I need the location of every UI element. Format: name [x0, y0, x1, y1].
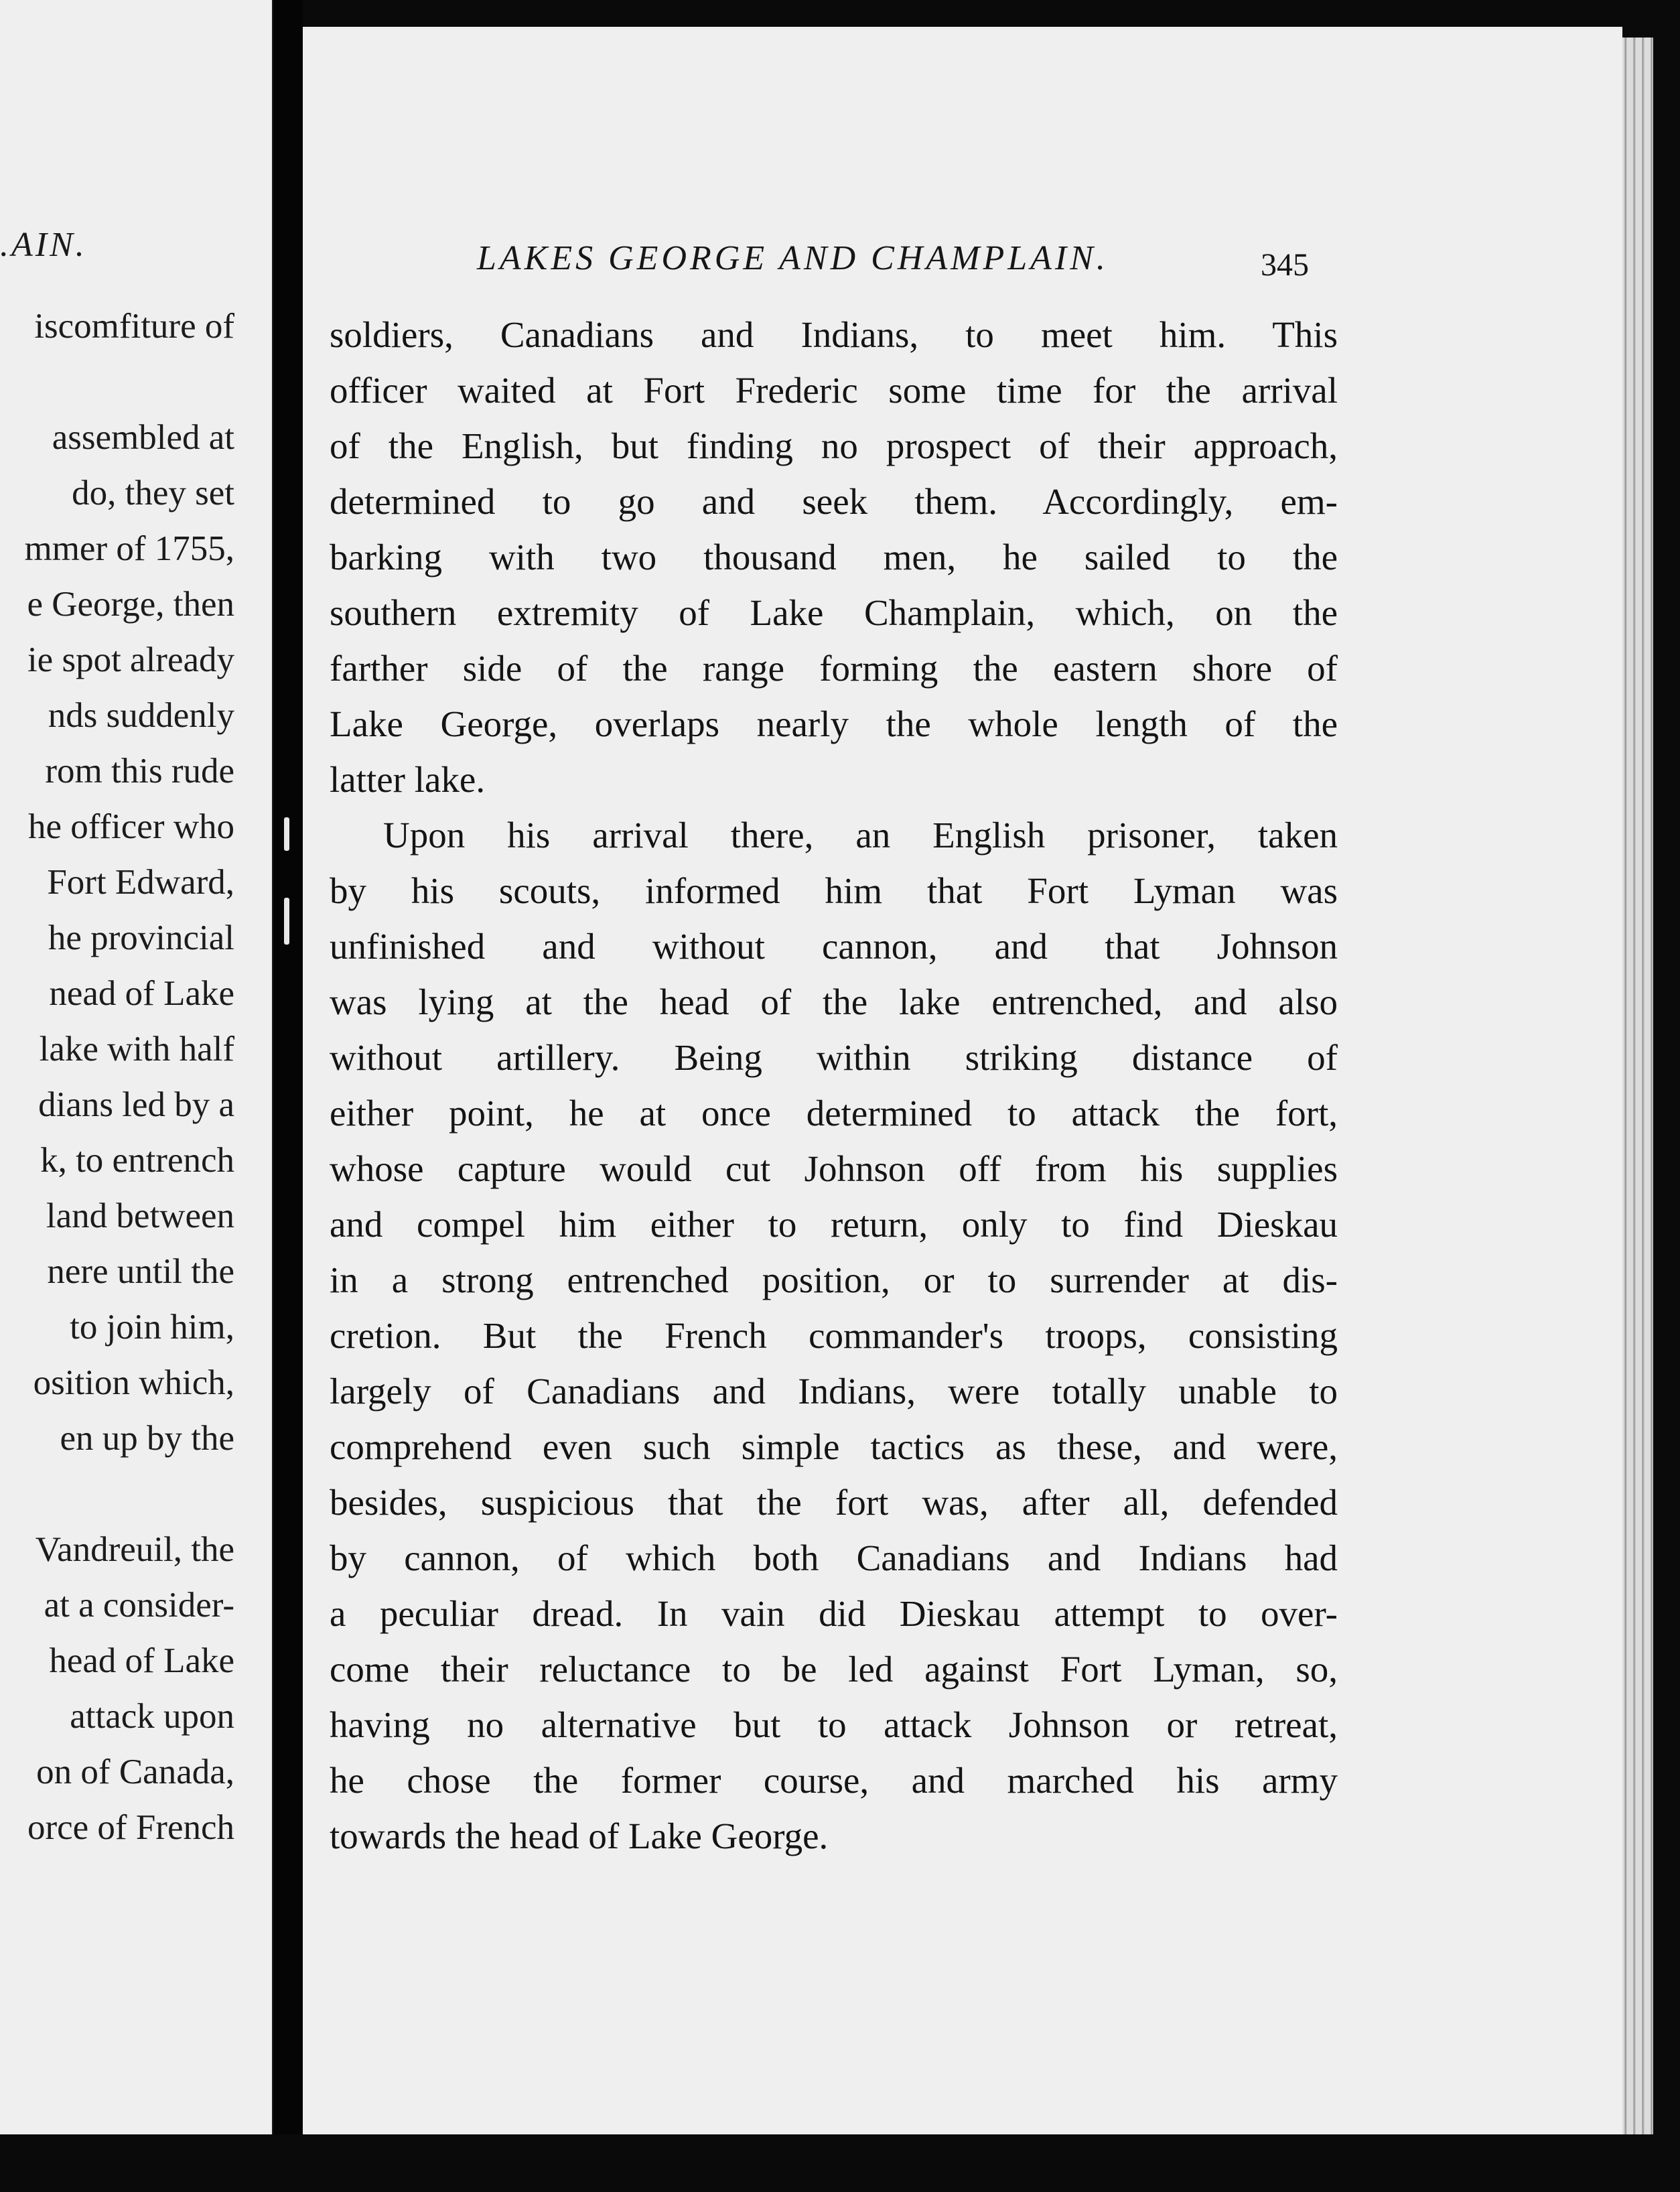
left-page-line: head of Lake — [49, 1641, 234, 1680]
text-line: officer waited at Fort Frederic some time for the arrival — [330, 370, 1338, 411]
text-line: a peculiar dread. In vain did Dieskau attempt to over- — [330, 1593, 1338, 1634]
text-line: largely of Canadians and Indians, were totally unable to — [330, 1371, 1338, 1412]
left-page-text — [0, 299, 234, 1856]
scan-border-top — [303, 0, 1680, 29]
left-page-line — [0, 1466, 234, 1522]
text-line: was lying at the head of the lake entrenched, and also — [330, 981, 1338, 1022]
left-page-line: e George, then — [27, 585, 234, 624]
left-page-line: ie spot already — [27, 640, 234, 679]
text-line: farther side of the range forming the eastern shore of — [330, 648, 1338, 689]
text-line: without artillery. Being within striking distance of — [330, 1037, 1338, 1078]
text-line: come their reluctance to be led against Fort Lyman, so, — [330, 1649, 1338, 1690]
text-line: towards the head of Lake George. — [330, 1816, 829, 1856]
left-page-line: osition which, — [33, 1363, 234, 1402]
left-page-line: at a consider- — [44, 1586, 234, 1625]
left-page-line: he officer who — [27, 807, 234, 846]
left-page-line: mmer of 1755, — [24, 529, 234, 568]
left-page — [0, 0, 276, 2144]
binding-mark — [284, 898, 289, 945]
text-line: by his scouts, informed him that Fort Lyman was — [330, 870, 1338, 911]
left-page-line: on of Canada, — [36, 1753, 234, 1791]
gutter — [273, 0, 303, 2144]
left-page-line: dians led by a — [38, 1085, 234, 1124]
left-page-line: Fort Edward, — [47, 863, 234, 902]
text-line: determined to go and seek them. Accordingly, em- — [330, 481, 1338, 522]
scan-border-bottom — [0, 2134, 1680, 2192]
left-page-line: assembled at — [52, 418, 234, 457]
left-page-line: orce of French — [27, 1808, 234, 1847]
left-page-line: nead of Lake — [49, 974, 234, 1013]
left-page-line: iscomfiture of — [34, 307, 234, 346]
left-page-line: to join him, — [70, 1308, 234, 1347]
text-line: soldiers, Canadians and Indians, to meet him. This — [330, 314, 1338, 355]
left-page-line — [0, 354, 234, 410]
text-line: of the English, but finding no prospect of their approach, — [330, 425, 1338, 466]
left-page-line: nds suddenly — [48, 696, 234, 735]
text-line: comprehend even such simple tactics as these, and were, — [330, 1426, 1338, 1467]
text-line: in a strong entrenched position, or to surrender at dis- — [330, 1259, 1338, 1300]
left-running-head: .AIN. — [0, 226, 87, 264]
left-page-line: nere until the — [47, 1252, 234, 1291]
binding-mark — [284, 817, 289, 851]
left-page-line: attack upon — [70, 1697, 234, 1736]
left-page-line: Vandreuil, the — [35, 1530, 234, 1569]
left-page-line: k, to entrench — [40, 1141, 234, 1180]
text-line: unfinished and without cannon, and that Johnson — [330, 926, 1338, 967]
left-page-line: land between — [46, 1196, 234, 1235]
text-line: latter lake. — [330, 759, 486, 800]
left-page-line: en up by the — [60, 1419, 234, 1458]
left-page-line: lake with half — [39, 1030, 234, 1069]
text-line: Upon his arrival there, an English prisoner, taken — [383, 815, 1338, 855]
text-line: he chose the former course, and marched his army — [330, 1760, 1338, 1801]
left-page-line: rom this rude — [45, 752, 234, 791]
page-number: 345 — [1261, 247, 1309, 283]
text-line: whose capture would cut Johnson off from his supplies — [330, 1148, 1338, 1189]
right-page — [303, 27, 1622, 2134]
left-page-line: do, they set — [72, 474, 234, 512]
text-line: and compel him either to return, only to find Dieskau — [330, 1204, 1338, 1245]
text-line: either point, he at once determined to attack the fort, — [330, 1093, 1338, 1134]
body-text — [330, 307, 1338, 1864]
text-line: cretion. But the French commander's troops, consisting — [330, 1315, 1338, 1356]
text-line: barking with two thousand men, he sailed to the — [330, 537, 1338, 577]
left-page-line: he provincial — [48, 918, 234, 957]
text-line: southern extremity of Lake Champlain, which, on the — [330, 592, 1338, 633]
text-line: by cannon, of which both Canadians and Indians had — [330, 1537, 1338, 1578]
text-line: besides, suspicious that the fort was, after all, defended — [330, 1482, 1338, 1523]
text-line: having no alternative but to attack Johnson or retreat, — [330, 1704, 1338, 1745]
running-head: LAKES GEORGE AND CHAMPLAIN. — [477, 239, 1109, 277]
text-line: Lake George, overlaps nearly the whole length of the — [330, 703, 1338, 744]
